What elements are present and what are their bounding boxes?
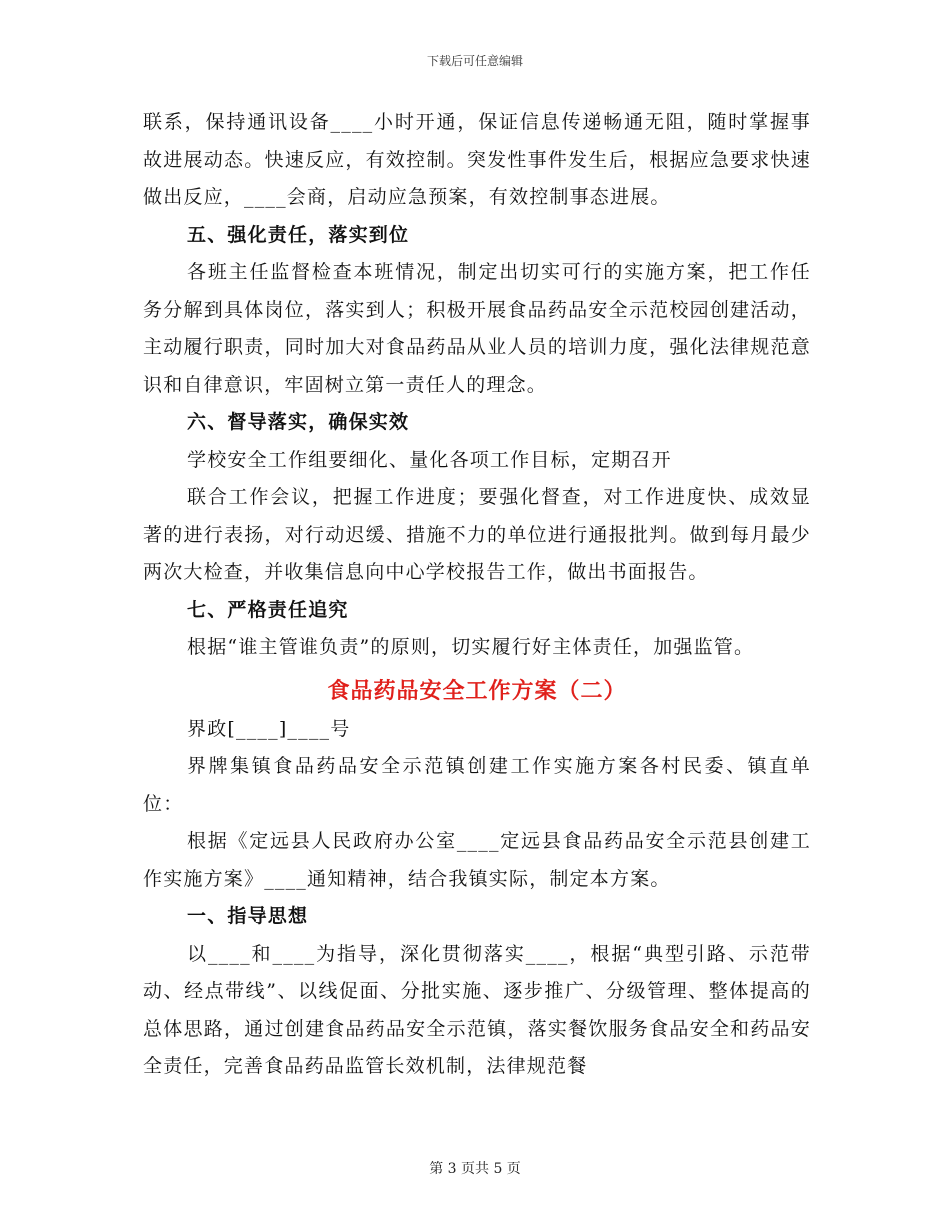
section-heading-5: 五、强化责任，落实到位 — [187, 223, 410, 246]
paragraph-responsibility: 各班主任监督检查本班情况，制定出切实可行的实施方案，把工作任务分解到具体岗位，落实到人；积极开展食品药品安全示范校园创建活动，主动履行职责，同时加大对食品药品从业人员的培训力度，强化法律规范意识和自律意识，牢固树立第一责任人的理念。 — [143, 261, 811, 396]
paragraph-supervision: 学校安全工作组要细化、量化各项工作目标，定期召开 — [187, 448, 672, 471]
document-number: 界政[____]____号 — [187, 717, 351, 740]
paragraph-basis: 根据《定远县人民政府办公室____定远县食品药品安全示范县创建工作实施方案》____通知精神，结合我镇实际，制定本方案。 — [143, 830, 811, 890]
paragraph-joint-meeting: 联合工作会议，把握工作进度；要强化督查，对工作进度快、成效显著的进行表扬，对行动迟缓、措施不力的单位进行通报批判。做到每月最少两次大检查，并收集信息向中心学校报告工作，做出书面报告。 — [143, 486, 811, 583]
section-heading-7: 七、严格责任追究 — [187, 598, 349, 621]
section-heading-6: 六、督导落实，确保实效 — [187, 411, 410, 433]
paragraph-contact: 联系，保持通讯设备____小时开通，保证信息传递畅通无阻，随时掌握事故进展动态。快速反应，有效控制。突发性事件发生后，根据应急要求快速做出反应，____会商，启动应急预案，有效控制事态进展。 — [143, 111, 811, 208]
document-title-2: 食品药品安全工作方案（二） — [327, 677, 627, 704]
page-header: 下载后可任意编辑 — [426, 54, 523, 68]
paragraph-guiding-thought: 以____和____为指导，深化贯彻落实____，根据“典型引路、示范带动、经点带线”、以线促面、分批实施、逐步推广、分级管理、整体提高的总体思路，通过创建食品药品安全示范镇，落实餐饮服务食品安全和药品安全责任，完善食品药品监管长效机制，法律规范餐 — [143, 942, 811, 1077]
paragraph-accountability: 根据“谁主管谁负责”的原则，切实履行好主体责任，加强监管。 — [187, 636, 755, 658]
document-body — [143, 104, 811, 1086]
page-footer: 第 3 页共 5 页 — [429, 1161, 521, 1177]
paragraph-addressee: 界牌集镇食品药品安全示范镇创建工作实施方案各村民委、镇直单位： — [143, 755, 811, 815]
section-heading-1: 一、指导思想 — [187, 905, 309, 927]
